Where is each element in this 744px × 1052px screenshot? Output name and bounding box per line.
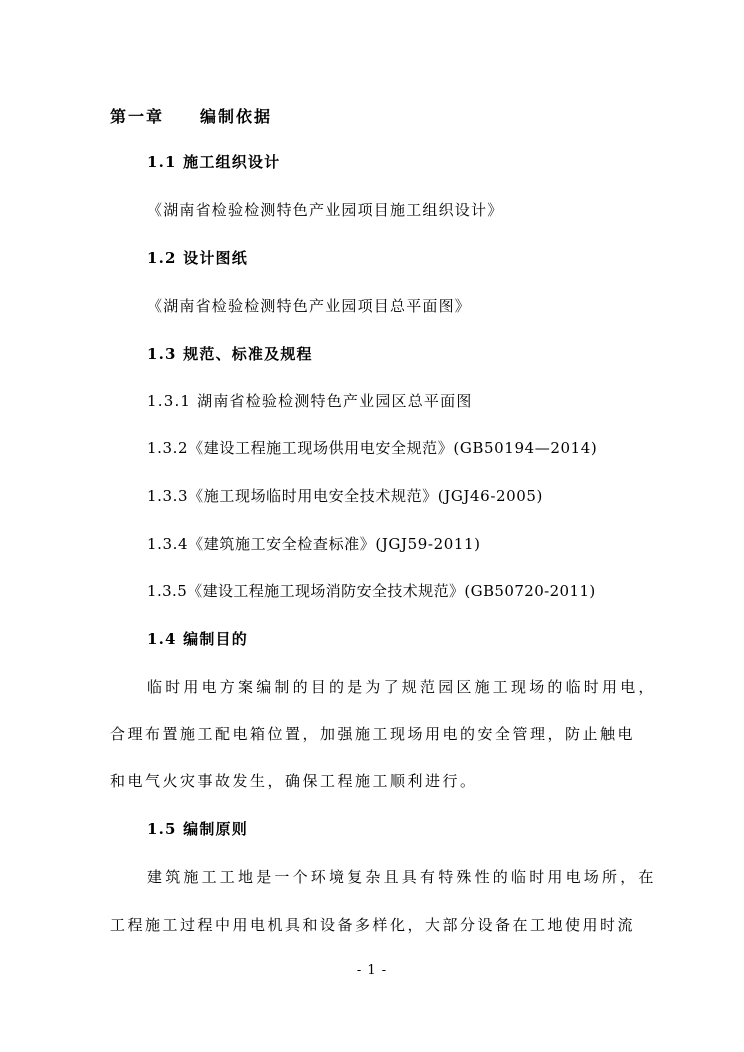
chapter-title: 第一章 编制依据 xyxy=(110,107,273,126)
standard-item: 1.3.5《建设工程施工现场消防安全技术规范》(GB50720-2011) xyxy=(147,582,596,600)
page-number: - 1 - xyxy=(356,963,388,978)
section-1-5-heading: 1.5 编制原则 xyxy=(147,820,248,838)
section-1-1-text: 《湖南省检验检测特色产业园项目施工组织设计》 xyxy=(147,201,504,219)
standard-item: 1.3.3《施工现场临时用电安全技术规范》(JGJ46-2005) xyxy=(147,487,544,505)
section-1-2-text: 《湖南省检验检测特色产业园项目总平面图》 xyxy=(147,297,472,315)
standard-item: 1.3.1 湖南省检验检测特色产业园区总平面图 xyxy=(147,392,473,410)
paragraph-line: 建筑施工工地是一个环境复杂且具有特殊性的临时用电场所，在 xyxy=(147,868,657,886)
paragraph-line: 工程施工过程中用电机具和设备多样化，大部分设备在工地使用时流 xyxy=(110,916,636,934)
section-1-2-heading: 1.2 设计图纸 xyxy=(147,249,248,267)
paragraph-line: 临时用电方案编制的目的是为了规范园区施工现场的临时用电， xyxy=(147,678,657,696)
section-1-1-heading: 1.1 施工组织设计 xyxy=(147,153,281,171)
standard-item: 1.3.2《建设工程施工现场供用电安全规范》(GB50194—2014) xyxy=(147,439,598,457)
paragraph-line: 合理布置施工配电箱位置，加强施工现场用电的安全管理，防止触电 xyxy=(110,725,636,743)
paragraph-line: 和电气火灾事故发生，确保工程施工顺利进行。 xyxy=(110,772,478,790)
section-1-4-heading: 1.4 编制目的 xyxy=(147,630,248,648)
section-1-3-heading: 1.3 规范、标准及规程 xyxy=(147,345,313,363)
standard-item: 1.3.4《建筑施工安全检查标准》(JGJ59-2011) xyxy=(147,535,481,553)
